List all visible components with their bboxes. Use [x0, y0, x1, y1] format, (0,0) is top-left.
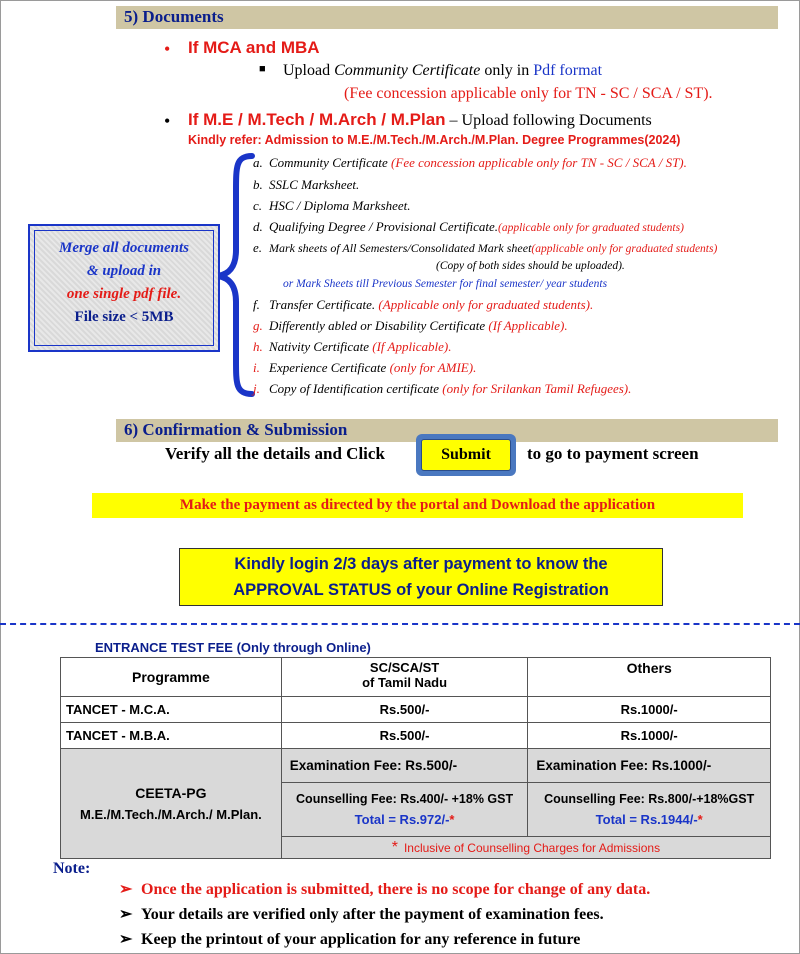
- arrow-bullet-icon: ➢: [119, 906, 133, 923]
- table-row: [61, 723, 771, 749]
- payment-banner: Make the payment as directed by the portal and Download the application: [92, 493, 743, 518]
- row-others-fee: Rs.1000/-: [528, 697, 771, 723]
- doc-item-a: a. Community Certificate (Fee concession applicable only for TN - SC / SCA / ST).: [253, 155, 687, 170]
- bullet-icon: •: [164, 39, 171, 59]
- header-sc: SC/SCA/ST of Tamil Nadu: [281, 658, 528, 697]
- ceeta-sc-total: Total = Rs.972/-: [354, 812, 450, 827]
- dashed-divider: [0, 623, 800, 625]
- submit-button[interactable]: Submit: [421, 439, 511, 471]
- fee-header-row: [61, 658, 771, 697]
- ceeta-others-exam: Examination Fee: Rs.1000/-: [528, 749, 771, 783]
- ceeta-others-total: Total = Rs.1944/-: [595, 812, 698, 827]
- approval-line-2: APPROVAL STATUS of your Online Registration: [233, 581, 609, 599]
- approval-line-1: Kindly login 2/3 days after payment to know the: [234, 555, 608, 573]
- merge-documents-box: [28, 224, 220, 352]
- mca-heading: If MCA and MBA: [188, 38, 320, 57]
- row-sc-fee: Rs.500/-: [281, 697, 528, 723]
- merge-line-4: File size < 5MB: [74, 309, 174, 325]
- table-row: [61, 697, 771, 723]
- ceeta-programmes: M.E./M.Tech./M.Arch./ M.Plan.: [80, 807, 262, 822]
- previous-semester-note: or Mark Sheets till Previous Semester for final semester/ year students: [283, 278, 608, 290]
- section-5-title: 5) Documents: [124, 7, 224, 26]
- doc-item-e: e. Mark sheets of All Semesters/Consolidated Mark sheet(applicable only for graduated students): [253, 240, 718, 255]
- arrow-bullet-icon: ➢: [119, 931, 133, 948]
- asterisk-mark: *: [697, 812, 703, 827]
- fee-table: [60, 657, 771, 859]
- row-programme: TANCET - M.B.A.: [61, 723, 282, 749]
- payment-screen-text: to go to payment screen: [527, 444, 699, 463]
- mca-concession: (Fee concession applicable only for TN - SC / SCA / ST).: [344, 85, 713, 102]
- ceeta-others-counsel-cell: Counselling Fee: Rs.800/-+18%GST Total = Rs.1944/-*: [528, 783, 771, 837]
- ceeta-footnote-cell: [281, 837, 770, 859]
- verify-text: Verify all the details and Click: [165, 444, 385, 463]
- merge-line-1: Merge all documents: [59, 240, 189, 256]
- row-others-fee: Rs.1000/-: [528, 723, 771, 749]
- note-item-1: ➢ Once the application is submitted, there is no scope for change of any data.: [119, 881, 651, 898]
- approval-status-box: [179, 548, 663, 606]
- bullet-icon: •: [164, 111, 171, 131]
- header-programme: Programme: [61, 658, 282, 697]
- me-heading-line: If M.E / M.Tech / M.Arch / M.Plan – Upload following Documents: [188, 110, 652, 129]
- section-5-header: [116, 6, 778, 29]
- ceeta-sc-exam: Examination Fee: Rs.500/-: [281, 749, 528, 783]
- asterisk-mark: *: [449, 812, 455, 827]
- row-programme: TANCET - M.C.A.: [61, 697, 282, 723]
- section-6-title: 6) Confirmation & Submission: [124, 420, 348, 439]
- ceeta-exam-row: [61, 749, 771, 783]
- note-label: Note:: [53, 860, 91, 877]
- copy-both-sides-note: (Copy of both sides should be uploaded).: [436, 260, 625, 272]
- doc-item-j: j. Copy of Identification certificate (only for Srilankan Tamil Refugees).: [253, 381, 632, 396]
- doc-item-b: b. SSLC Marksheet.: [253, 177, 360, 192]
- me-refer: Kindly refer: Admission to M.E./M.Tech./M.Arch./M.Plan. Degree Programmes(2024): [188, 133, 681, 147]
- ceeta-programme-cell: [61, 749, 282, 859]
- submit-button-frame: [416, 434, 516, 476]
- note-item-3: ➢ Keep the printout of your application for any reference in future: [119, 931, 581, 948]
- fee-title: ENTRANCE TEST FEE (Only through Online): [95, 640, 371, 655]
- ceeta-name: CEETA-PG: [135, 785, 207, 801]
- doc-item-i: i. Experience Certificate (only for AMIE).: [253, 360, 477, 375]
- asterisk-mark: *: [391, 838, 398, 856]
- ceeta-footnote: Inclusive of Counselling Charges for Admissions: [403, 840, 661, 855]
- header-others: Others: [528, 658, 771, 697]
- ceeta-sc-counsel-cell: Counselling Fee: Rs.400/- +18% GST Total = Rs.972/-*: [281, 783, 528, 837]
- doc-item-h: h. Nativity Certificate (If Applicable).: [253, 339, 452, 354]
- me-heading: If M.E / M.Tech / M.Arch / M.Plan: [188, 110, 446, 129]
- doc-item-d: d. Qualifying Degree / Provisional Certificate.(applicable only for graduated students): [253, 219, 684, 234]
- square-bullet-icon: ■: [259, 63, 266, 75]
- mca-upload-line: Upload Community Certificate only in Pdf format: [283, 62, 603, 79]
- doc-item-g: g. Differently abled or Disability Certificate (If Applicable).: [253, 318, 568, 333]
- doc-item-f: f. Transfer Certificate. (Applicable only for graduated students).: [253, 297, 594, 312]
- merge-line-3: one single pdf file.: [66, 286, 182, 302]
- row-sc-fee: Rs.500/-: [281, 723, 528, 749]
- arrow-bullet-icon: ➢: [119, 881, 133, 898]
- doc-item-c: c. HSC / Diploma Marksheet.: [253, 198, 411, 213]
- merge-line-2: & upload in: [86, 263, 162, 279]
- note-item-2: ➢ Your details are verified only after the payment of examination fees.: [119, 906, 604, 923]
